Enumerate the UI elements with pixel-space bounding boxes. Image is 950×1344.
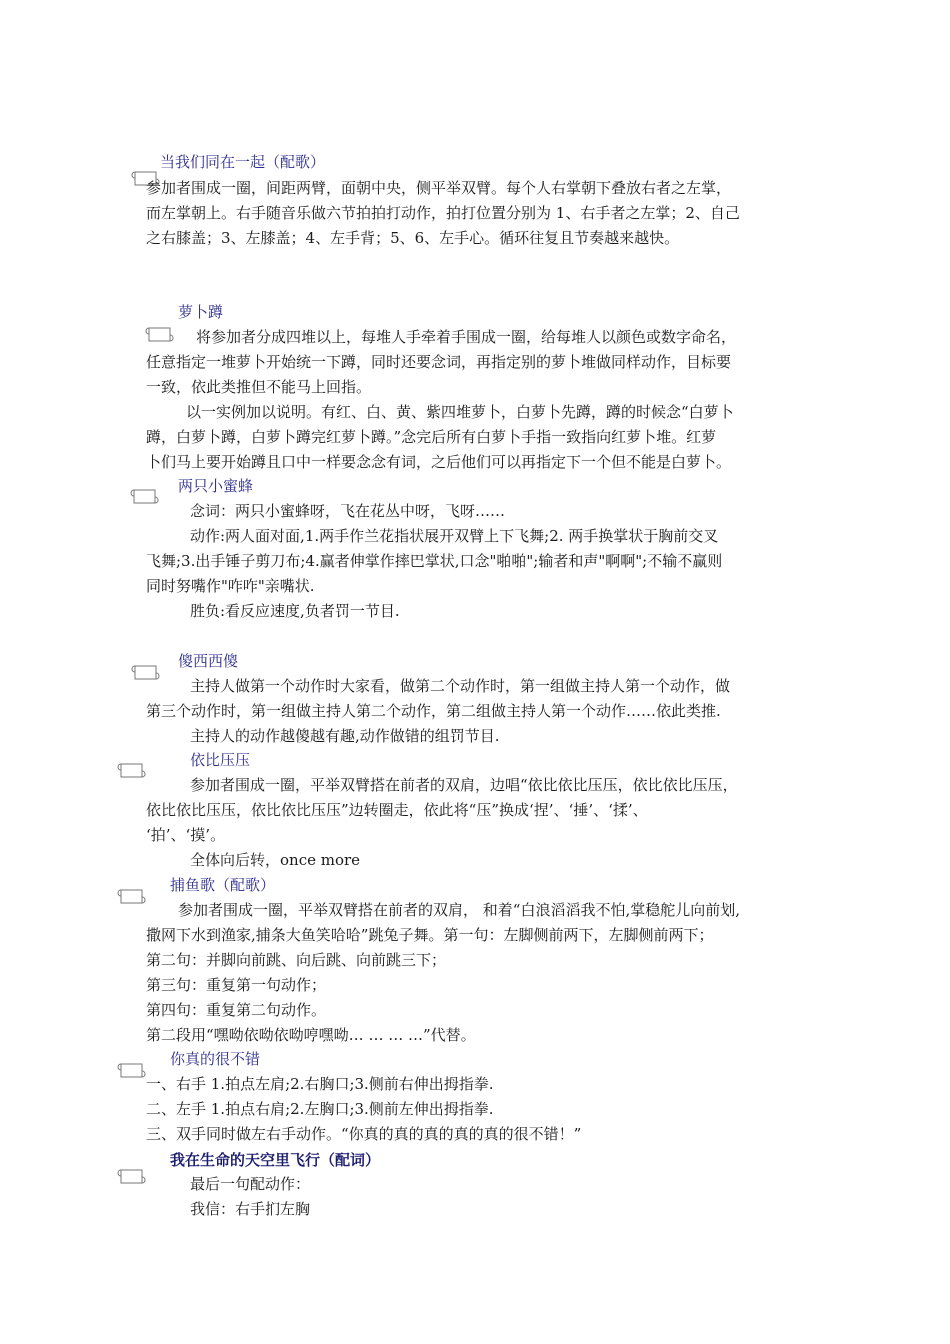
paragraph-line: 三、双手同时做左右手动作。“你真的真的真的真的真的很不错！” <box>146 1125 582 1143</box>
paragraph-line: 主持人的动作越傻越有趣,动作做错的组罚节目. <box>190 727 500 745</box>
scroll-icon <box>116 1166 146 1188</box>
section-title: 萝卜蹲 <box>178 303 224 321</box>
paragraph-line: 全体向后转，once more <box>190 851 361 869</box>
paragraph-line: 卜们马上要开始蹲且口中一样要念念有词，之后他们可以再指定下一个但不能是白萝卜。 <box>146 453 732 471</box>
paragraph-line: 参加者围成一圈，间距两臂，面朝中央，侧平举双臂。每个人右掌朝下叠放右者之左掌， <box>146 179 732 197</box>
paragraph-line: 最后一句配动作： <box>190 1175 311 1193</box>
paragraph-line: 第三句：重复第一句动作； <box>146 976 327 994</box>
paragraph-line: 撒网下水到渔家,捕条大鱼笑哈哈”跳兔子舞。第一句：左脚侧前两下，左脚侧前两下； <box>146 926 714 944</box>
paragraph-line: 主持人做第一个动作时大家看，做第二个动作时，第一组做主持人第一个动作，做 <box>190 677 731 695</box>
paragraph-line: 第二段用“嘿呦依呦依呦哼嘿呦… … … …”代替。 <box>146 1026 476 1044</box>
scroll-icon <box>116 886 146 908</box>
scroll-icon <box>116 1060 146 1082</box>
paragraph-line: 参加者围成一圈，平举双臂搭在前者的双肩， 和着“白浪滔滔我不怕,掌稳舵儿向前划, <box>178 901 740 919</box>
section-title: 傻西西傻 <box>178 652 239 670</box>
paragraph-line: 之右膝盖；3、左膝盖；4、左手背；5、6、左手心。循环往复且节奏越来越快。 <box>146 229 680 247</box>
paragraph-line: 第三个动作时，第一组做主持人第二个动作，第二组做主持人第一个动作……依此类推. <box>146 702 721 720</box>
paragraph-line: 念词：两只小蜜蜂呀，飞在花丛中呀，飞呀…… <box>190 502 506 520</box>
scroll-icon <box>116 760 146 782</box>
paragraph-line: 二、左手 1.拍点右肩;2.左胸口;3.侧前左伸出拇指拳. <box>146 1100 494 1118</box>
paragraph-line: 蹲，白萝卜蹲，白萝卜蹲完红萝卜蹲。”念完后所有白萝卜手指一致指向红萝卜堆。红萝 <box>146 428 717 446</box>
scroll-icon <box>129 486 159 508</box>
paragraph-line: 第二句：并脚向前跳、向后跳、向前跳三下； <box>146 951 447 969</box>
paragraph-line: 依比依比压压，依比依比压压”边转圈走，依此将“压”换成‘捏’、‘捶’、‘揉’、 <box>146 801 648 819</box>
paragraph-line: 同时努嘴作"咋咋"亲嘴状. <box>146 577 315 595</box>
paragraph-line: 将参加者分成四堆以上，每堆人手牵着手围成一圈，给每堆人以颜色或数字命名， <box>196 328 737 346</box>
section-title: 我在生命的天空里飞行（配词） <box>170 1151 381 1169</box>
paragraph-line: 第四句：重复第二句动作。 <box>146 1001 327 1019</box>
scroll-icon <box>144 324 174 346</box>
paragraph-line: 参加者围成一圈，平举双臂搭在前者的双肩，边唱“依比依比压压，依比依比压压， <box>190 776 738 794</box>
paragraph-line: 一致，依此类推但不能马上回指。 <box>146 378 372 396</box>
section-title: 捕鱼歌（配歌） <box>170 876 276 894</box>
paragraph-line: 以一实例加以说明。有红、白、黄、紫四堆萝卜，白萝卜先蹲，蹲的时候念“白萝卜 <box>186 403 734 421</box>
paragraph-line: ‘拍’、‘摸’。 <box>146 826 226 844</box>
paragraph-line: 任意指定一堆萝卜开始统一下蹲，同时还要念词，再指定别的萝卜堆做同样动作，目标要 <box>146 353 732 371</box>
paragraph-line: 而左掌朝上。右手随音乐做六节拍拍打动作，拍打位置分别为 1、右手者之左掌；2、自己 <box>146 204 740 222</box>
section-title: 两只小蜜蜂 <box>178 477 254 495</box>
paragraph-line: 动作:两人面对面,1.两手作兰花指状展开双臂上下飞舞;2. 两手换掌状于胸前交叉 <box>190 527 719 545</box>
paragraph-line: 一、右手 1.拍点左肩;2.右胸口;3.侧前右伸出拇指拳. <box>146 1075 494 1093</box>
section-title: 依比压压 <box>190 751 251 769</box>
section-title: 你真的很不错 <box>170 1050 261 1068</box>
section-title: 当我们同在一起（配歌） <box>160 153 326 171</box>
scroll-icon <box>130 662 160 684</box>
paragraph-line: 飞舞;3.出手锤子剪刀布;4.赢者伸掌作摔巴掌状,口念"啪啪";输者和声"啊啊";不输不赢则 <box>146 552 723 570</box>
paragraph-line: 胜负:看反应速度,负者罚一节目. <box>190 602 400 620</box>
paragraph-line: 我信：右手扪左胸 <box>190 1200 311 1218</box>
